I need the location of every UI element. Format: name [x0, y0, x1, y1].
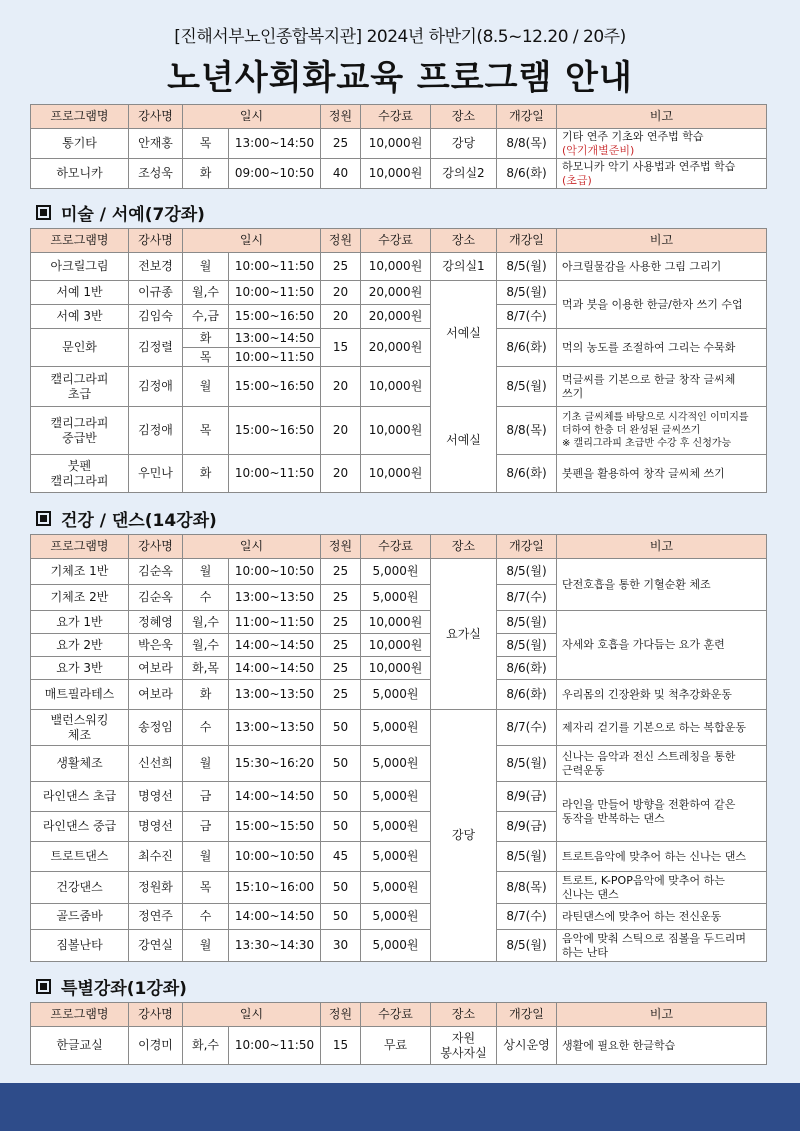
- table-cell: 50: [321, 746, 361, 782]
- table-cell: 5,000원: [361, 782, 431, 812]
- table-cell: 13:00~13:50: [229, 710, 321, 746]
- table-cell: 강의실1: [431, 253, 497, 281]
- table-cell: 11:00~11:50: [229, 611, 321, 634]
- table-header-row: [31, 1003, 767, 1027]
- table-cell: 수: [183, 904, 229, 930]
- table-cell: 25: [321, 680, 361, 710]
- place: 강의실2: [431, 159, 497, 189]
- column-header: 수강료: [361, 105, 431, 129]
- table-cell: 정원화: [129, 872, 183, 904]
- table-cell: 화: [183, 455, 229, 493]
- table-cell: 8/9(금): [497, 812, 557, 842]
- table-row: [31, 329, 767, 367]
- start-date: 8/8(목): [497, 129, 557, 159]
- table-cell: 서예 3반: [31, 305, 129, 329]
- table-cell: 월: [183, 253, 229, 281]
- music-table: [30, 104, 767, 189]
- place-yoga: 요가실: [431, 559, 497, 710]
- table-cell: 10,000원: [361, 253, 431, 281]
- table-cell: 20,000원: [361, 305, 431, 329]
- table-cell: 하모니카 악기 사용법과 연주법 학습: [562, 159, 736, 173]
- table-cell: 15: [321, 1027, 361, 1065]
- table-cell: 제자리 걷기를 기본으로 하는 복합운동: [557, 710, 767, 746]
- table-cell: 생활에 필요한 한글학습: [557, 1027, 767, 1065]
- footer-bar: [0, 1083, 800, 1131]
- column-header: 개강일: [497, 229, 557, 253]
- column-header: 비고: [557, 105, 767, 129]
- place-hall: 강당: [431, 710, 497, 962]
- table-cell: 25: [321, 611, 361, 634]
- table-cell: 8/7(수): [497, 710, 557, 746]
- table-cell: 자원 봉사자실: [431, 1027, 497, 1065]
- table-cell: 25: [321, 559, 361, 585]
- table-cell: 20: [321, 305, 361, 329]
- table-cell: 수: [183, 710, 229, 746]
- table-cell: 10:00~10:50: [229, 842, 321, 872]
- table-row: [31, 842, 767, 872]
- table-cell: 한글교실: [31, 1027, 129, 1065]
- table-cell: 먹과 붓을 이용한 한글/한자 쓰기 수업: [557, 281, 767, 329]
- table-cell: 상시운영: [497, 1027, 557, 1065]
- table-cell: 45: [321, 842, 361, 872]
- table-cell: 5,000원: [361, 812, 431, 842]
- table-row: [31, 680, 767, 710]
- table-cell: 월: [183, 367, 229, 407]
- table-cell: 기타 연주 기초와 연주법 학습: [562, 129, 704, 143]
- column-header: 수강료: [361, 535, 431, 559]
- table-cell: 8/6(화): [497, 329, 557, 367]
- table-row: [31, 253, 767, 281]
- table-cell: 미술 / 서예(7강좌): [61, 205, 205, 225]
- column-header: 장소: [431, 105, 497, 129]
- table-cell: 목: [183, 872, 229, 904]
- table-cell: 25: [321, 634, 361, 657]
- column-header: 수강료: [361, 229, 431, 253]
- table-cell: 밸런스워킹 체조: [31, 710, 129, 746]
- table-row: [31, 782, 767, 812]
- table-row: [31, 746, 767, 782]
- page-subtitle: [진해서부노인종합복지관] 2024년 하반기(8.5~12.20 / 20주): [174, 27, 626, 47]
- table-cell: 우민나: [129, 455, 183, 493]
- table-cell: 8/5(월): [497, 611, 557, 634]
- table-cell: 8/7(수): [497, 585, 557, 611]
- table-cell: 붓펜 캘리그라피: [31, 455, 129, 493]
- section-heading-health: [36, 506, 217, 531]
- table-cell: 붓펜을 활용하여 창작 글씨체 쓰기: [557, 455, 767, 493]
- table-cell: 20,000원: [361, 329, 431, 367]
- health-table: [30, 534, 767, 962]
- table-cell: [229, 329, 321, 367]
- table-cell: 여보라: [129, 680, 183, 710]
- table-cell: 14:00~14:50: [229, 634, 321, 657]
- table-cell: 20: [321, 281, 361, 305]
- column-header: 프로그램명: [31, 105, 129, 129]
- table-cell: 라틴댄스에 맞추어 하는 전신운동: [557, 904, 767, 930]
- table-cell: 특별강좌(1강좌): [61, 979, 187, 999]
- table-cell: 25: [321, 585, 361, 611]
- square-bullet-icon: [36, 979, 51, 994]
- table-cell: 10,000원: [361, 657, 431, 680]
- column-header: 개강일: [497, 535, 557, 559]
- table-cell: 5,000원: [361, 746, 431, 782]
- table-row: [31, 904, 767, 930]
- table-cell: 50: [321, 782, 361, 812]
- column-header: 개강일: [497, 105, 557, 129]
- table-cell: 단전호흡을 통한 기혈순환 체조: [557, 559, 767, 611]
- table-cell: 10:00~10:50: [229, 559, 321, 585]
- table-cell: 트로트음악에 맞추어 하는 신나는 댄스: [557, 842, 767, 872]
- table-cell: 8/8(목): [497, 407, 557, 455]
- teacher-name: 안재홍: [129, 129, 183, 159]
- table-row: [31, 930, 767, 962]
- table-cell: 8/6(화): [497, 657, 557, 680]
- table-cell: 10,000원: [361, 634, 431, 657]
- teacher-name: 조성욱: [129, 159, 183, 189]
- table-cell: 10:00~11:50: [229, 1027, 321, 1065]
- table-cell: 50: [321, 710, 361, 746]
- table-cell: 8/5(월): [497, 746, 557, 782]
- table-cell: 10,000원: [361, 407, 431, 455]
- table-cell: 8/5(월): [497, 253, 557, 281]
- table-cell: 기체조 2반: [31, 585, 129, 611]
- table-cell: 트로트, K-POP음악에 맞추어 하는 신나는 댄스: [557, 872, 767, 904]
- table-cell: 8/6(화): [497, 680, 557, 710]
- class-time: 09:00~10:50: [229, 159, 321, 189]
- table-cell: 14:00~14:50: [229, 657, 321, 680]
- table-cell: 월: [183, 559, 229, 585]
- column-header: 개강일: [497, 1003, 557, 1027]
- table-cell: 25: [321, 253, 361, 281]
- table-cell: 금: [183, 812, 229, 842]
- table-cell: 라인댄스 중급: [31, 812, 129, 842]
- table-cell: 서예 1반: [31, 281, 129, 305]
- table-cell: 요가 2반: [31, 634, 129, 657]
- table-header-row: [31, 105, 767, 129]
- table-cell: 10,000원: [361, 455, 431, 493]
- column-header: 장소: [431, 535, 497, 559]
- table-cell: 수: [183, 585, 229, 611]
- table-cell: 8/5(월): [497, 281, 557, 305]
- table-cell: 명영선: [129, 782, 183, 812]
- table-row: [31, 367, 767, 407]
- table-cell: 최수진: [129, 842, 183, 872]
- table-row: [31, 455, 767, 493]
- art-table: [30, 228, 767, 493]
- table-cell: 5,000원: [361, 680, 431, 710]
- table-cell: 50: [321, 904, 361, 930]
- column-header: 정원: [321, 105, 361, 129]
- column-header: 정원: [321, 535, 361, 559]
- table-cell: 생활체조: [31, 746, 129, 782]
- table-row: [31, 159, 767, 189]
- table-cell: 신나는 음악과 전신 스트레칭을 통한 근력운동: [557, 746, 767, 782]
- table-cell: 화: [183, 329, 228, 348]
- table-cell: 매트필라테스: [31, 680, 129, 710]
- column-header: 강사명: [129, 105, 183, 129]
- table-cell: 화,목: [183, 657, 229, 680]
- class-day: 화: [183, 159, 229, 189]
- table-cell: 8/5(월): [497, 930, 557, 962]
- table-cell: (악기개별준비): [562, 143, 635, 157]
- table-cell: 월: [183, 746, 229, 782]
- column-header: 정원: [321, 1003, 361, 1027]
- table-cell: 기초 글씨체를 바탕으로 시각적인 이미지를 더하여 한층 더 완성된 글씨쓰기 ※ 캘리그라피 초급반 수강 후 신청가능: [557, 407, 767, 455]
- class-day: 목: [183, 129, 229, 159]
- table-cell: 15:00~16:50: [229, 367, 321, 407]
- table-cell: 캘리그라피 중급반: [31, 407, 129, 455]
- column-header: 장소: [431, 229, 497, 253]
- table-cell: 50: [321, 812, 361, 842]
- table-cell: 신선희: [129, 746, 183, 782]
- column-header: 강사명: [129, 1003, 183, 1027]
- table-cell: 우리몸의 긴장완화 및 척추강화운동: [557, 680, 767, 710]
- column-header: 일시: [183, 1003, 321, 1027]
- table-cell: 월,수: [183, 634, 229, 657]
- table-cell: 15:00~15:50: [229, 812, 321, 842]
- table-cell: 서예실: [446, 432, 481, 447]
- table-cell: 정연주: [129, 904, 183, 930]
- note: [557, 129, 767, 159]
- table-cell: 50: [321, 872, 361, 904]
- table-row: [31, 129, 767, 159]
- table-cell: 20,000원: [361, 281, 431, 305]
- table-row: [31, 611, 767, 634]
- table-cell: 20: [321, 455, 361, 493]
- table-cell: 짐볼난타: [31, 930, 129, 962]
- table-cell: 14:00~14:50: [229, 782, 321, 812]
- table-cell: 30: [321, 930, 361, 962]
- table-cell: 정혜영: [129, 611, 183, 634]
- program-name: 통기타: [31, 129, 129, 159]
- table-cell: 25: [321, 657, 361, 680]
- table-cell: 8/5(월): [497, 842, 557, 872]
- column-header: 일시: [183, 535, 321, 559]
- table-cell: 전보경: [129, 253, 183, 281]
- table-cell: 15:00~16:50: [229, 407, 321, 455]
- column-header: 장소: [431, 1003, 497, 1027]
- table-cell: 8/8(목): [497, 872, 557, 904]
- table-cell: 김순옥: [129, 559, 183, 585]
- capacity: 40: [321, 159, 361, 189]
- table-cell: 10:00~11:50: [229, 253, 321, 281]
- table-cell: 13:00~13:50: [229, 680, 321, 710]
- table-cell: (초급): [562, 173, 592, 187]
- table-cell: 월,수: [183, 281, 229, 305]
- fee: 10,000원: [361, 129, 431, 159]
- table-cell: 무료: [361, 1027, 431, 1065]
- table-cell: 캘리그라피 초급: [31, 367, 129, 407]
- table-cell: 월: [183, 930, 229, 962]
- column-header: 일시: [183, 229, 321, 253]
- table-header-row: [31, 229, 767, 253]
- column-header: 일시: [183, 105, 321, 129]
- table-cell: 목: [183, 407, 229, 455]
- table-cell: 요가 3반: [31, 657, 129, 680]
- table-cell: 이경미: [129, 1027, 183, 1065]
- column-header: 수강료: [361, 1003, 431, 1027]
- table-cell: 13:00~14:50: [229, 329, 320, 348]
- table-cell: 20: [321, 367, 361, 407]
- table-cell: 15:00~16:50: [229, 305, 321, 329]
- table-cell: 김정애: [129, 367, 183, 407]
- column-header: 정원: [321, 229, 361, 253]
- table-cell: 송정임: [129, 710, 183, 746]
- table-cell: 8/6(화): [497, 455, 557, 493]
- column-header: 비고: [557, 535, 767, 559]
- table-cell: 13:00~13:50: [229, 585, 321, 611]
- table-cell: [183, 329, 229, 367]
- table-cell: 8/5(월): [497, 559, 557, 585]
- table-cell: 10,000원: [361, 367, 431, 407]
- start-date: 8/6(화): [497, 159, 557, 189]
- table-cell: 아크릴그림: [31, 253, 129, 281]
- table-cell: 김정애: [129, 407, 183, 455]
- table-row: [31, 407, 767, 455]
- table-cell: 8/7(수): [497, 305, 557, 329]
- column-header: 프로그램명: [31, 229, 129, 253]
- table-cell: 라인을 만들어 방향을 전환하여 같은 동작을 반복하는 댄스: [557, 782, 767, 842]
- column-header: 프로그램명: [31, 535, 129, 559]
- table-cell: 서예실: [446, 325, 481, 340]
- table-cell: 명영선: [129, 812, 183, 842]
- table-cell: 화: [183, 680, 229, 710]
- column-header: 프로그램명: [31, 1003, 129, 1027]
- table-cell: 김순옥: [129, 585, 183, 611]
- table-row: [31, 281, 767, 305]
- place-seoye: [431, 281, 497, 493]
- table-cell: 15:30~16:20: [229, 746, 321, 782]
- table-header-row: [31, 535, 767, 559]
- table-cell: 음악에 맞춰 스틱으로 짐볼을 두드리며 하는 난타: [557, 930, 767, 962]
- table-cell: 요가 1반: [31, 611, 129, 634]
- table-cell: 14:00~14:50: [229, 904, 321, 930]
- table-cell: 15:10~16:00: [229, 872, 321, 904]
- table-row: [31, 710, 767, 746]
- place: 강당: [431, 129, 497, 159]
- table-cell: 8/9(금): [497, 782, 557, 812]
- table-cell: 5,000원: [361, 904, 431, 930]
- table-cell: 10,000원: [361, 611, 431, 634]
- table-cell: 20: [321, 407, 361, 455]
- table-cell: 8/5(월): [497, 634, 557, 657]
- table-cell: 자세와 호흡을 가다듬는 요가 훈련: [557, 611, 767, 680]
- table-row: [31, 559, 767, 585]
- table-cell: 5,000원: [361, 585, 431, 611]
- table-cell: 건강댄스: [31, 872, 129, 904]
- table-cell: 이규종: [129, 281, 183, 305]
- table-cell: 수,금: [183, 305, 229, 329]
- table-cell: 8/7(수): [497, 904, 557, 930]
- table-cell: 10:00~11:50: [229, 281, 321, 305]
- table-cell: 8/5(월): [497, 367, 557, 407]
- table-cell: 먹의 농도를 조절하여 그리는 수묵화: [557, 329, 767, 367]
- column-header: 강사명: [129, 535, 183, 559]
- page-title: 노년사회화교육 프로그램 안내: [167, 58, 633, 98]
- table-cell: 트로트댄스: [31, 842, 129, 872]
- section-heading-special: [36, 974, 187, 999]
- note: [557, 159, 767, 189]
- table-cell: 금: [183, 782, 229, 812]
- table-cell: 김정렬: [129, 329, 183, 367]
- table-cell: 여보라: [129, 657, 183, 680]
- table-cell: 골드줌바: [31, 904, 129, 930]
- table-cell: 김임숙: [129, 305, 183, 329]
- square-bullet-icon: [36, 205, 51, 220]
- table-cell: 5,000원: [361, 872, 431, 904]
- table-cell: 라인댄스 초급: [31, 782, 129, 812]
- table-cell: 건강 / 댄스(14강좌): [61, 511, 217, 531]
- table-cell: 화,수: [183, 1027, 229, 1065]
- special-table: [30, 1002, 767, 1065]
- capacity: 25: [321, 129, 361, 159]
- square-bullet-icon: [36, 511, 51, 526]
- column-header: 강사명: [129, 229, 183, 253]
- table-cell: 10:00~11:50: [229, 455, 321, 493]
- table-cell: 월: [183, 842, 229, 872]
- column-header: 비고: [557, 1003, 767, 1027]
- table-cell: 5,000원: [361, 930, 431, 962]
- table-cell: 13:30~14:30: [229, 930, 321, 962]
- class-time: 13:00~14:50: [229, 129, 321, 159]
- table-cell: 강연실: [129, 930, 183, 962]
- table-cell: 기체조 1반: [31, 559, 129, 585]
- table-cell: 5,000원: [361, 710, 431, 746]
- table-cell: 박은욱: [129, 634, 183, 657]
- table-cell: 먹글씨를 기본으로 한글 창작 글씨체 쓰기: [557, 367, 767, 407]
- table-cell: 5,000원: [361, 559, 431, 585]
- table-cell: 목: [199, 350, 212, 364]
- table-row: [31, 1027, 767, 1065]
- section-heading-art: [36, 200, 205, 225]
- fee: 10,000원: [361, 159, 431, 189]
- column-header: 비고: [557, 229, 767, 253]
- table-cell: 아크릴물감을 사용한 그림 그리기: [557, 253, 767, 281]
- table-cell: 문인화: [31, 329, 129, 367]
- table-cell: 10:00~11:50: [234, 350, 315, 364]
- table-cell: 5,000원: [361, 842, 431, 872]
- program-name: 하모니카: [31, 159, 129, 189]
- table-cell: 15: [321, 329, 361, 367]
- table-row: [31, 872, 767, 904]
- table-cell: 월,수: [183, 611, 229, 634]
